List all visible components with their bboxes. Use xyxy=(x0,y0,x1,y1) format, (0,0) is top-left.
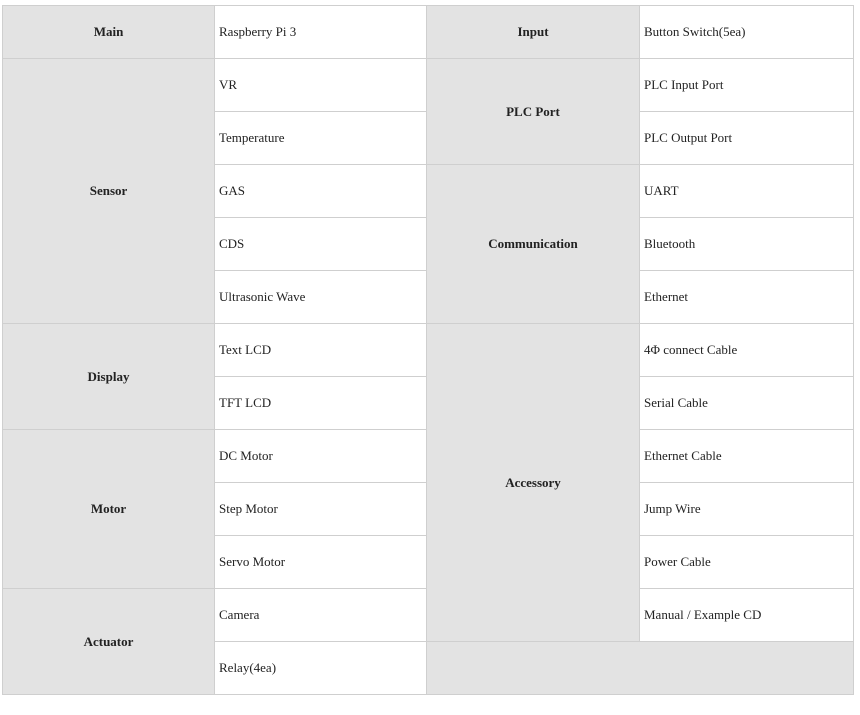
item-raspberry-pi: Raspberry Pi 3 xyxy=(215,6,427,59)
item-ultrasonic-wave: Ultrasonic Wave xyxy=(215,271,427,324)
item-power-cable: Power Cable xyxy=(640,536,854,589)
item-manual-example-cd: Manual / Example CD xyxy=(640,589,854,642)
item-camera: Camera xyxy=(215,589,427,642)
item-ethernet-cable: Ethernet Cable xyxy=(640,430,854,483)
item-text-lcd: Text LCD xyxy=(215,324,427,377)
item-plc-input-port: PLC Input Port xyxy=(640,59,854,112)
table-row xyxy=(3,6,854,59)
item-relay: Relay(4ea) xyxy=(215,642,427,695)
item-uart: UART xyxy=(640,165,854,218)
table-row xyxy=(3,324,854,377)
item-cds: CDS xyxy=(215,218,427,271)
item-ethernet: Ethernet xyxy=(640,271,854,324)
category-plc-port: PLC Port xyxy=(427,59,640,165)
item-servo-motor: Servo Motor xyxy=(215,536,427,589)
item-bluetooth: Bluetooth xyxy=(640,218,854,271)
item-serial-cable: Serial Cable xyxy=(640,377,854,430)
item-button-switch: Button Switch(5ea) xyxy=(640,6,854,59)
category-input: Input xyxy=(427,6,640,59)
table-row xyxy=(3,59,854,112)
item-step-motor: Step Motor xyxy=(215,483,427,536)
category-display: Display xyxy=(3,324,215,430)
category-sensor: Sensor xyxy=(3,59,215,324)
item-4phi-connect-cable: 4Φ connect Cable xyxy=(640,324,854,377)
category-main: Main xyxy=(3,6,215,59)
category-accessory: Accessory xyxy=(427,324,640,642)
item-temperature: Temperature xyxy=(215,112,427,165)
item-dc-motor: DC Motor xyxy=(215,430,427,483)
item-gas: GAS xyxy=(215,165,427,218)
category-communication: Communication xyxy=(427,165,640,324)
item-tft-lcd: TFT LCD xyxy=(215,377,427,430)
spec-table xyxy=(2,5,854,695)
category-actuator: Actuator xyxy=(3,589,215,695)
category-motor: Motor xyxy=(3,430,215,589)
item-plc-output-port: PLC Output Port xyxy=(640,112,854,165)
item-jump-wire: Jump Wire xyxy=(640,483,854,536)
empty-cell xyxy=(427,642,854,695)
item-vr: VR xyxy=(215,59,427,112)
